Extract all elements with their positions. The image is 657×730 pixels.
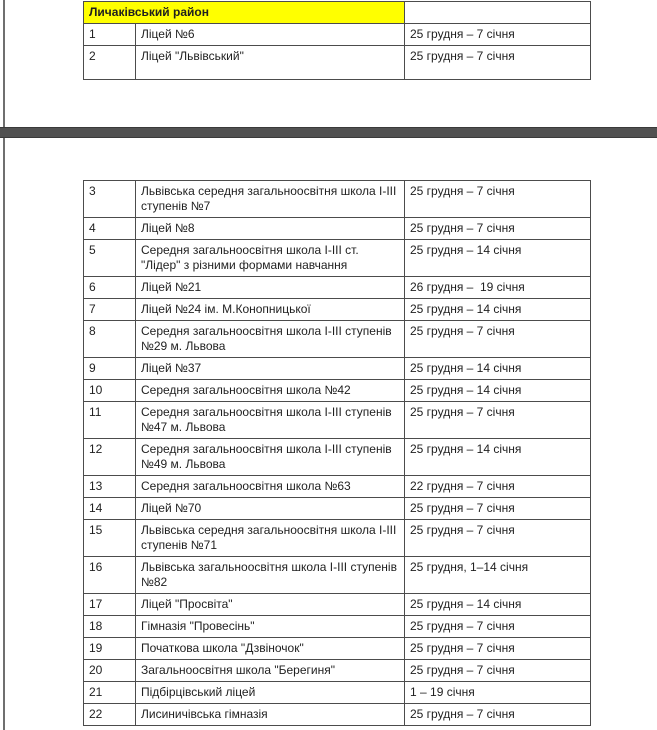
row-number: 4 — [84, 218, 136, 240]
vacation-dates: 25 грудня – 14 січня — [405, 299, 591, 321]
vacation-dates: 25 грудня – 7 січня — [405, 24, 591, 46]
table-row — [84, 218, 591, 240]
school-name: Львівська середня загальноосвітня школа I-III ступенів №7 — [136, 181, 405, 218]
row-number: 10 — [84, 380, 136, 402]
district-header-row — [84, 2, 591, 24]
table-row — [84, 616, 591, 638]
document-page-1 — [3, 0, 657, 127]
school-name: Середня загальноосвітня школа №63 — [136, 476, 405, 498]
table-row — [84, 704, 591, 726]
school-name: Ліцей "Просвіта" — [136, 594, 405, 616]
vacation-dates: 25 грудня – 7 січня — [405, 218, 591, 240]
table-row — [84, 380, 591, 402]
row-number: 8 — [84, 321, 136, 358]
row-number: 1 — [84, 24, 136, 46]
table-row — [84, 24, 591, 46]
school-name: Гімназія "Провесінь" — [136, 616, 405, 638]
vacation-dates: 25 грудня – 7 січня — [405, 321, 591, 358]
school-name: Середня загальноосвітня школа I-III ступенів №49 м. Львова — [136, 439, 405, 476]
school-name: Ліцей №6 — [136, 24, 405, 46]
row-number: 20 — [84, 660, 136, 682]
table-row — [84, 594, 591, 616]
table-row — [84, 402, 591, 439]
vacation-dates: 25 грудня – 7 січня — [405, 660, 591, 682]
school-name: Ліцей №21 — [136, 277, 405, 299]
row-number: 18 — [84, 616, 136, 638]
row-number: 9 — [84, 358, 136, 380]
table-row — [84, 682, 591, 704]
school-name: Ліцей "Львівський" — [136, 46, 405, 80]
row-number: 16 — [84, 557, 136, 594]
table-row — [84, 240, 591, 277]
school-name: Ліцей №24 ім. М.Конопницької — [136, 299, 405, 321]
school-name: Загальноосвітня школа "Берегиня" — [136, 660, 405, 682]
vacation-dates: 25 грудня – 14 січня — [405, 439, 591, 476]
table-row — [84, 277, 591, 299]
table-row — [84, 476, 591, 498]
school-name: Середня загальноосвітня школа I-III ст. "Лідер" з різними формами навчання — [136, 240, 405, 277]
row-number: 15 — [84, 520, 136, 557]
vacation-dates: 1 – 19 січня — [405, 682, 591, 704]
table-row — [84, 439, 591, 476]
district-header-empty-cell — [405, 2, 591, 24]
vacation-dates: 26 грудня – 19 січня — [405, 277, 591, 299]
row-number: 21 — [84, 682, 136, 704]
school-name: Середня загальноосвітня школа I-III ступенів №29 м. Львова — [136, 321, 405, 358]
district-header-label: Личаківський район — [84, 2, 405, 24]
table-row — [84, 181, 591, 218]
school-name: Лисиничівська гімназія — [136, 704, 405, 726]
vacation-dates: 25 грудня – 7 січня — [405, 46, 591, 80]
row-number: 12 — [84, 439, 136, 476]
vacation-table-page-1 — [83, 1, 591, 80]
vacation-dates: 25 грудня – 14 січня — [405, 380, 591, 402]
vacation-dates: 25 грудня – 7 січня — [405, 181, 591, 218]
page-break-separator — [0, 127, 657, 138]
school-name: Середня загальноосвітня школа I-III ступенів №47 м. Львова — [136, 402, 405, 439]
vacation-dates: 25 грудня, 1–14 січня — [405, 557, 591, 594]
table-row — [84, 498, 591, 520]
vacation-dates: 25 грудня – 14 січня — [405, 594, 591, 616]
school-name: Ліцей №70 — [136, 498, 405, 520]
vacation-dates: 22 грудня – 7 січня — [405, 476, 591, 498]
row-number: 5 — [84, 240, 136, 277]
table-row — [84, 638, 591, 660]
table-row — [84, 299, 591, 321]
vacation-dates: 25 грудня – 7 січня — [405, 520, 591, 557]
school-name: Ліцей №8 — [136, 218, 405, 240]
school-name: Львівська середня загальноосвітня школа I-III ступенів №71 — [136, 520, 405, 557]
row-number: 11 — [84, 402, 136, 439]
school-name: Ліцей №37 — [136, 358, 405, 380]
row-number: 2 — [84, 46, 136, 80]
vacation-dates: 25 грудня – 7 січня — [405, 704, 591, 726]
document-page-2 — [3, 138, 657, 730]
table-row — [84, 520, 591, 557]
school-name: Початкова школа "Дзвіночок" — [136, 638, 405, 660]
row-number: 19 — [84, 638, 136, 660]
vacation-dates: 25 грудня – 7 січня — [405, 616, 591, 638]
table-row — [84, 557, 591, 594]
row-number: 17 — [84, 594, 136, 616]
row-number: 22 — [84, 704, 136, 726]
vacation-dates: 25 грудня – 14 січня — [405, 358, 591, 380]
vacation-dates: 25 грудня – 7 січня — [405, 402, 591, 439]
row-number: 3 — [84, 181, 136, 218]
row-number: 6 — [84, 277, 136, 299]
row-number: 13 — [84, 476, 136, 498]
vacation-dates: 25 грудня – 7 січня — [405, 498, 591, 520]
table-row — [84, 46, 591, 80]
vacation-table-page-2 — [83, 180, 591, 726]
school-name: Львівська загальноосвітня школа I-III ступенів №82 — [136, 557, 405, 594]
table-row — [84, 358, 591, 380]
row-number: 14 — [84, 498, 136, 520]
school-name: Підбірцівський ліцей — [136, 682, 405, 704]
table-row — [84, 321, 591, 358]
vacation-dates: 25 грудня – 14 січня — [405, 240, 591, 277]
row-number: 7 — [84, 299, 136, 321]
vacation-dates: 25 грудня – 7 січня — [405, 638, 591, 660]
table-row — [84, 660, 591, 682]
school-name: Середня загальноосвітня школа №42 — [136, 380, 405, 402]
